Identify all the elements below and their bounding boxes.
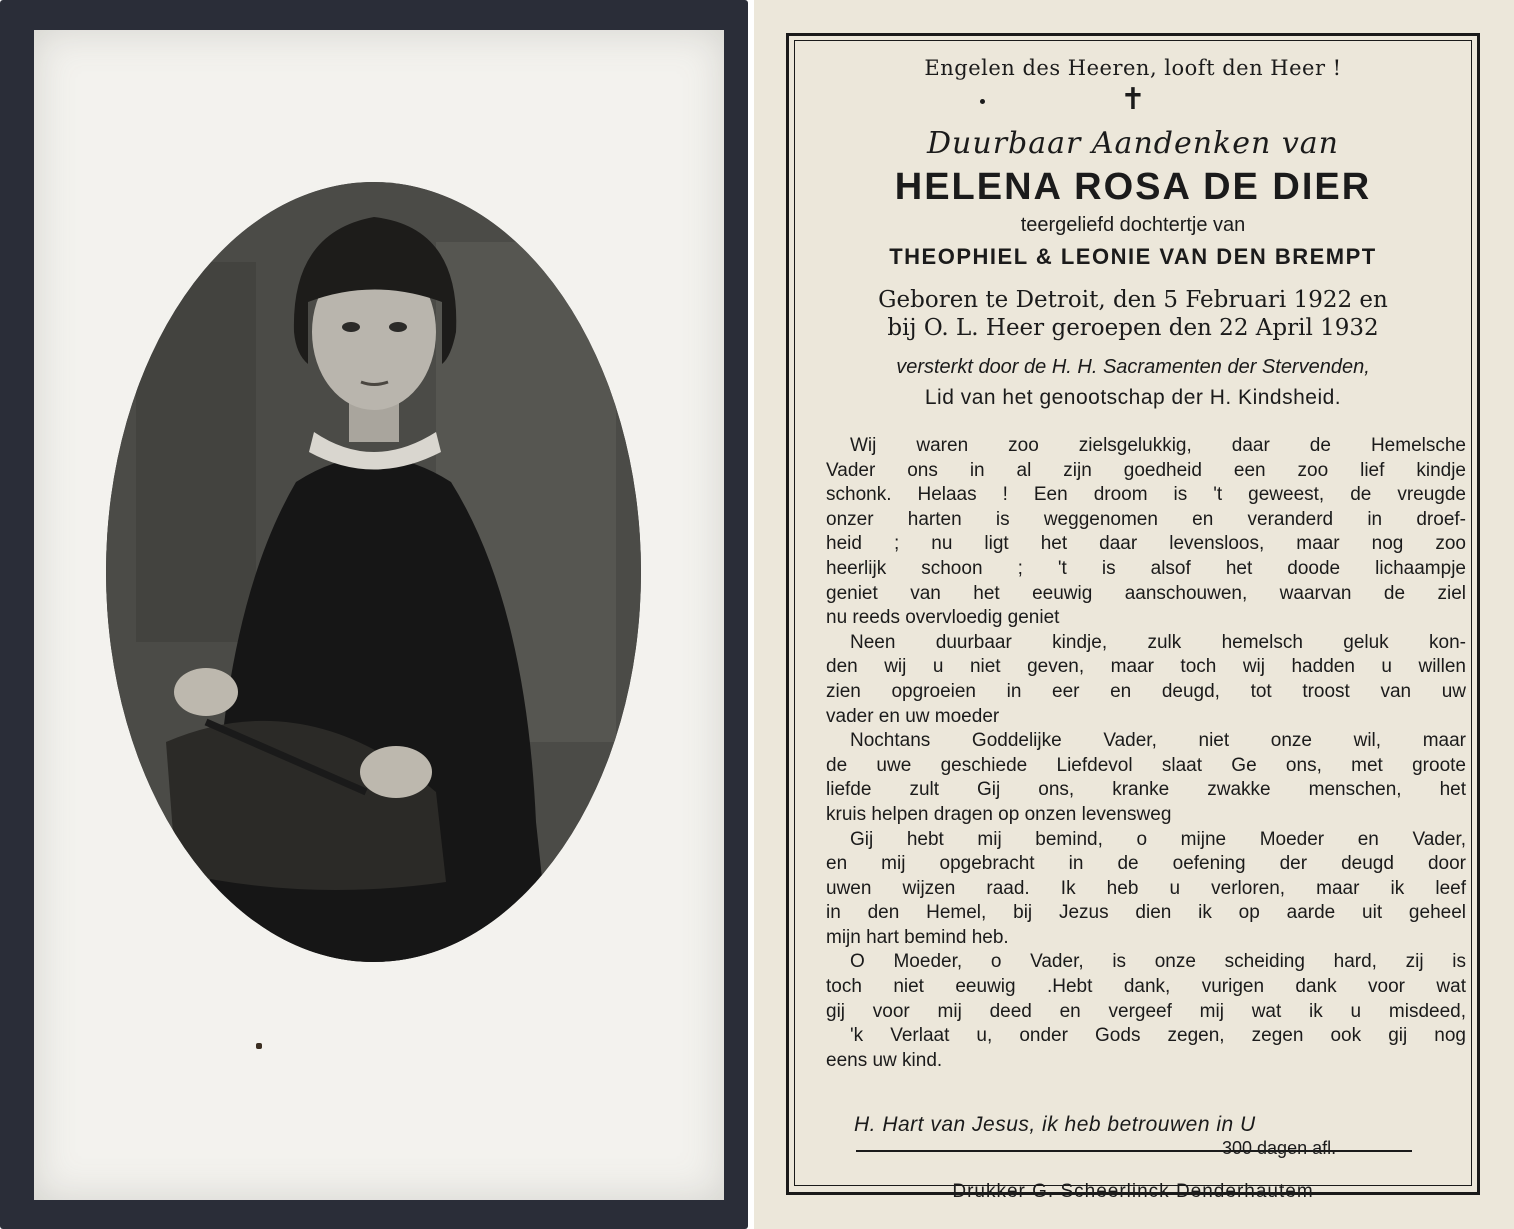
body-line: en mij opgebracht in de oefening der deugd door xyxy=(826,853,1466,875)
card-heading: Engelen des Heeren, looft den Heer ! xyxy=(924,56,1342,80)
body-line: uwen wijzen raad. Ik heb u verloren, maar ik leef xyxy=(826,877,1466,899)
divider xyxy=(856,1150,1412,1152)
prayer-line: H. Hart van Jesus, ik heb betrouwen in U xyxy=(854,1113,1256,1136)
photo-card-mount xyxy=(34,30,724,1200)
membership-line: Lid van het genootschap der H. Kindsheid. xyxy=(924,386,1342,409)
body-line: liefde zult Gij ons, kranke zwakke menschen, het xyxy=(826,779,1466,801)
body-line: in den Hemel, bij Jezus dien ik op aarde uit geheel xyxy=(826,902,1466,924)
printer-credit: Drukker G. Scheerlinck Denderhautem xyxy=(952,1181,1314,1202)
body-line: toch niet eeuwig .Hebt dank, vurigen dank voor wat xyxy=(826,976,1466,998)
body-line: Vader ons in al zijn goedheid een zoo lief kindje xyxy=(826,459,1466,481)
body-line: zien opgroeien in eer en deugd, tot troost van uw xyxy=(826,680,1466,702)
photo-speck xyxy=(256,1043,262,1049)
death-line: bij O. L. Heer geroepen den 22 April 1932 xyxy=(887,315,1379,341)
parents-names: THEOPHIEL & LEONIE VAN DEN BREMPT xyxy=(889,244,1377,269)
body-line: Gij hebt mij bemind, o mijne Moeder en Vader, xyxy=(850,828,1466,850)
cross-icon: ✝ xyxy=(1120,82,1146,117)
body-line: eens uw kind. xyxy=(826,1049,943,1071)
relation-line: teergeliefd dochtertje van xyxy=(1020,214,1246,236)
body-line: schonk. Helaas ! Een droom is 't geweest, de vreugde xyxy=(826,484,1466,506)
body-line: den wij u niet geven, maar toch wij hadden u willen xyxy=(826,656,1466,678)
memorial-title: Duurbaar Aandenken van xyxy=(927,126,1339,161)
body-line: nu reeds overvloedig geniet xyxy=(826,607,1060,629)
deceased-name: HELENA ROSA DE DIER xyxy=(894,166,1372,208)
body-line: kruis helpen dragen op onzen levensweg xyxy=(826,803,1172,825)
body-line: mijn hart bemind heb. xyxy=(826,926,1009,948)
body-line: heerlijk schoon ; 't is alsof het doode lichaampje xyxy=(826,557,1466,579)
sacraments-line: versterkt door de H. H. Sacramenten der Stervenden, xyxy=(896,356,1370,378)
body-line: geniet van het eeuwig aanschouwen, waarvan de ziel xyxy=(826,582,1466,604)
body-line: gij voor mij deed en vergeef mij wat ik u misdeed, xyxy=(826,1000,1466,1022)
portrait-photo xyxy=(106,182,641,962)
memorial-text-card xyxy=(754,0,1514,1229)
birth-line: Geboren te Detroit, den 5 Februari 1922 en xyxy=(878,287,1388,313)
body-line: Nochtans Goddelijke Vader, niet onze wil, maar xyxy=(850,730,1466,752)
memorial-body xyxy=(826,434,1466,1073)
body-line: heid ; nu ligt het daar levensloos, maar nog zoo xyxy=(826,533,1466,555)
photo-card xyxy=(0,0,748,1229)
indulgence-line: 300 dagen afl. xyxy=(1222,1138,1337,1158)
body-line: onzer harten is weggenomen en veranderd in droef- xyxy=(826,508,1466,530)
body-line: O Moeder, o Vader, is onze scheiding hard, zij is xyxy=(850,951,1466,973)
body-line: de uwe geschiede Liefdevol slaat Ge ons, met groote xyxy=(826,754,1466,776)
body-line: Wij waren zoo zielsgelukkig, daar de Hemelsche xyxy=(850,435,1466,456)
portrait-illustration xyxy=(106,182,641,962)
body-line: Neen duurbaar kindje, zulk hemelsch geluk kon- xyxy=(850,631,1466,653)
body-line: 'k Verlaat u, onder Gods zegen, zegen ook gij nog xyxy=(850,1025,1466,1047)
body-line: vader en uw moeder xyxy=(826,705,1000,727)
